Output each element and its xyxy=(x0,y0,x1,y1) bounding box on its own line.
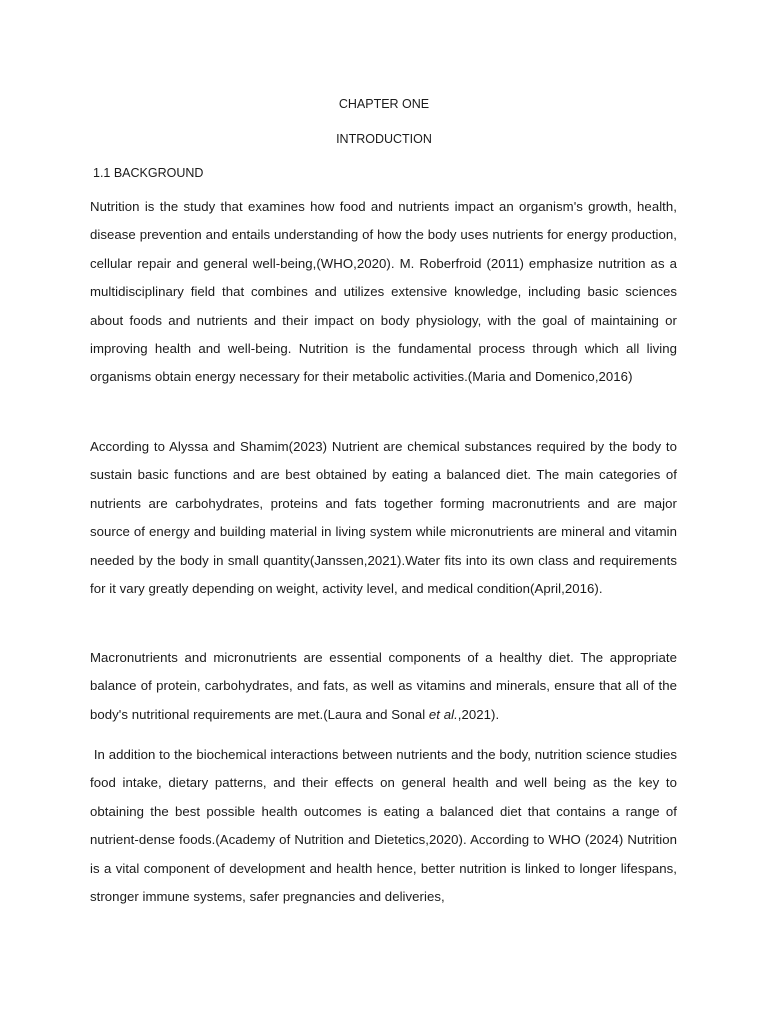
paragraph-1: Nutrition is the study that examines how food and nutrients impact an organism's growth, health, disease prevention and entails understanding of how the body uses nutrients for energy production, cellular repair and general well-being,(WHO,2020). M. Roberfroid (2011) emphasize nutrition as a multidisciplinary field that combines and utilizes extensive knowledge, including basic sciences about foods and nutrients and their impact on body physiology, with the goal of maintaining or improving health and well-being. Nutrition is the fundamental process through which all living organisms obtain energy necessary for their metabolic activities.(Maria and Domenico,2016) xyxy=(90,199,677,385)
paragraph-4 xyxy=(90,741,677,911)
section-heading: 1.1 BACKGROUND xyxy=(93,166,204,180)
chapter-subtitle: INTRODUCTION xyxy=(336,132,432,146)
paragraph-2 xyxy=(90,433,677,603)
chapter-title: CHAPTER ONE xyxy=(338,97,430,111)
paragraph-3-end: ,2021). xyxy=(457,706,500,722)
paragraph-4-text: In addition to the biochemical interactions between nutrients and the body, nutrition science studies food intake, dietary patterns, and their effects on general health and well being as the key to obtaining the best possible health outcomes is eating a balanced diet that contains a range of nutrient-dense foods.(Academy of Nutrition and Dietetics,2020). According to WHO (2024) Nutrition is a vital component of development and health hence, better nutrition is linked to longer lifespans, stronger immune systems, safer pregnancies and deliveries, xyxy=(90,747,677,905)
paragraph-2-text: According to Alyssa and Shamim(2023) Nutrient are chemical substances required by the body to sustain basic functions and are best obtained by eating a balanced diet. The main categories of nutrients are carbohydrates, proteins and fats together forming macronutrients and are major source of energy and building material in living system while micronutrients are mineral and vitamin needed by the body in small quantity(Janssen,2021).Water fits into its own class and requirements for it vary greatly depending on weight, activity level, and medical condition(April,2016). xyxy=(90,439,677,597)
paragraph-3-text: Macronutrients and micronutrients are essential components of a healthy diet. The appropriate balance of protein, carbohydrates, and fats, as well as vitamins and minerals, ensure that all of the body's nutritional requirements are met.(Laura and Sonal xyxy=(90,650,677,722)
paragraph-3-italic: et al. xyxy=(428,706,458,722)
paragraph-3 xyxy=(90,644,677,729)
